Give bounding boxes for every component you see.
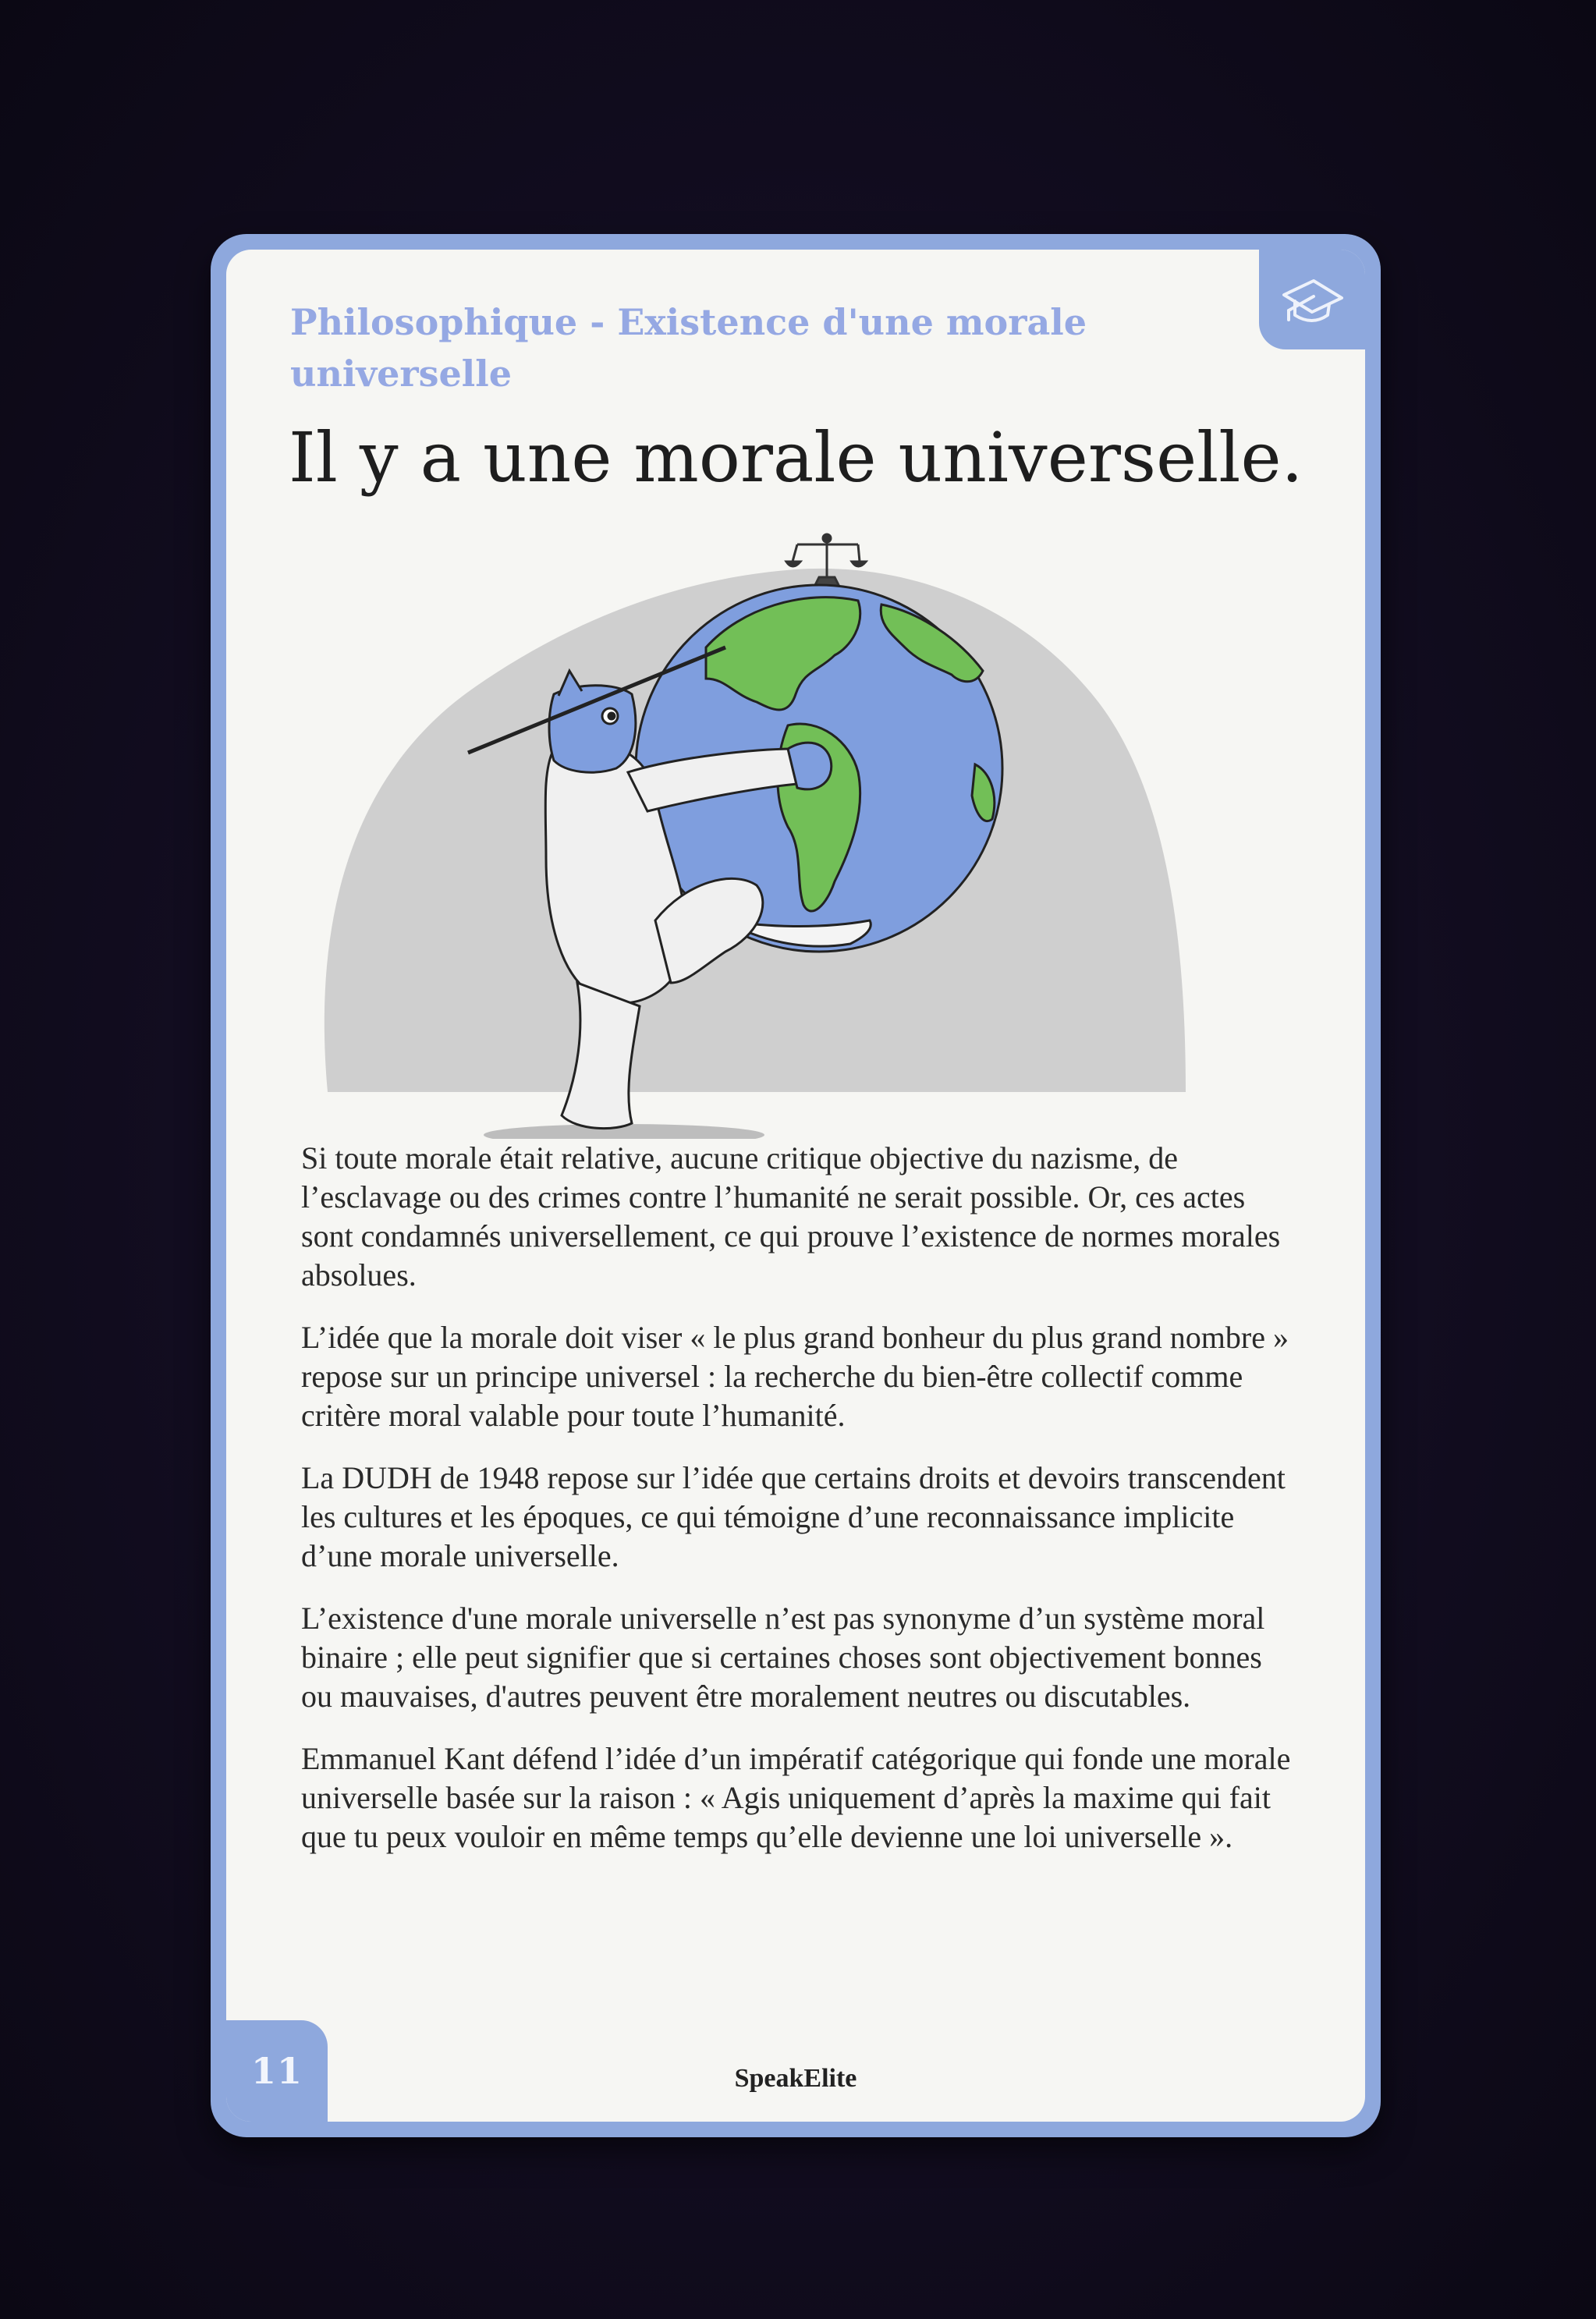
argument-paragraph: La DUDH de 1948 repose sur l’idée que certains droits et devoirs transcendent les cultures et les époques, ce qui témoigne d’une reconnaissance implicite d’une morale universelle. <box>301 1460 1286 1573</box>
card-title: Il y a une morale universelle. <box>289 417 1303 498</box>
category-badge <box>1259 250 1365 349</box>
argument-paragraph: Si toute morale était relative, aucune critique objective du nazisme, de l’esclavage ou des crimes contre l’humanité ne serait possible. Or, ces actes sont condamnés universellement, ce qui prouve l’existence de normes morales absolues. <box>301 1140 1281 1292</box>
card-body <box>301 1139 1300 1880</box>
brand-name: SpeakElite <box>734 2064 857 2093</box>
graduation-cap-icon <box>1279 271 1345 328</box>
page-number: 11 <box>250 2050 303 2092</box>
category-label: Philosophique - Existence d'une morale universelle <box>290 301 1087 395</box>
figure-carrying-globe-illustration <box>320 515 1256 1139</box>
argument-paragraph: L’existence d'une morale universelle n’est pas synonyme d’un système moral binaire ; elle peut signifier que si certaines choses sont objectivement bonnes ou mauvaises, d'autres peuvent être moralement neutres ou discutables. <box>301 1601 1265 1714</box>
argument-paragraph: Emmanuel Kant défend l’idée d’un impératif catégorique qui fonde une morale universelle basée sur la raison : « Agis uniquement d’après la maxime qui fait que tu peux vouloir en même temps qu’elle devienne une loi universelle ». <box>301 1741 1291 1854</box>
card-face <box>226 250 1365 2122</box>
argument-paragraph: L’idée que la morale doit viser « le plus grand bonheur du plus grand nombre » repose sur un principe universel : la recherche du bien-être collectif comme critère moral valable pour toute l’humanité. <box>301 1320 1289 1433</box>
card <box>211 234 1381 2137</box>
